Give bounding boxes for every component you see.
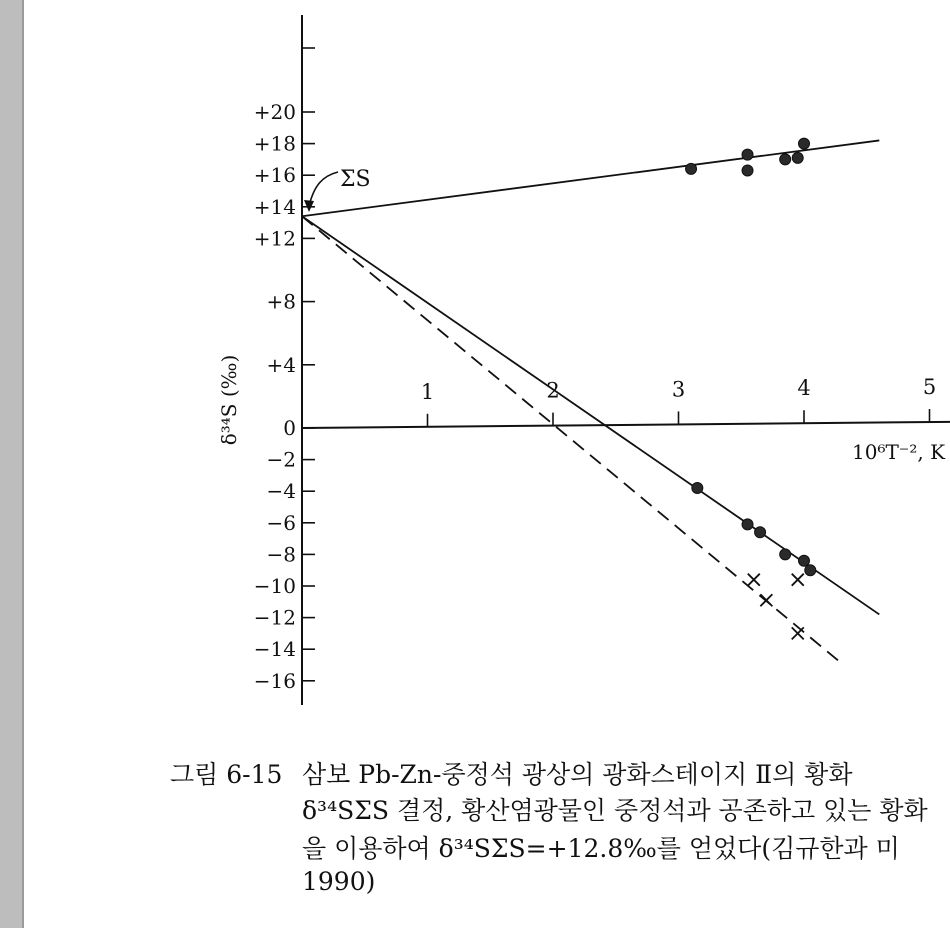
solid-line xyxy=(302,216,879,614)
filled-circle-point xyxy=(792,152,803,163)
x-tick-label: 5 xyxy=(922,375,937,400)
data-points xyxy=(686,138,816,639)
x-tick-label: 4 xyxy=(797,376,811,401)
y-tick-label: +4 xyxy=(266,352,296,377)
y-tick-label: +16 xyxy=(253,163,296,188)
filled-circle-point xyxy=(742,519,753,530)
filled-circle-point xyxy=(742,149,753,160)
filled-circle-point xyxy=(780,154,791,165)
y-tick-label: 0 xyxy=(283,416,296,440)
axis-labels xyxy=(217,100,946,693)
y-tick-label: −10 xyxy=(253,574,296,598)
solid-line xyxy=(302,140,879,216)
caption-line-3: 을 이용하여 δ³⁴SΣS=+12.8‰를 얻었다(김규한과 미 xyxy=(302,834,900,863)
y-tick-label: +8 xyxy=(266,289,296,314)
y-tick-label: +20 xyxy=(253,100,296,124)
cross-point xyxy=(792,627,804,639)
filled-circle-point xyxy=(799,555,810,566)
filled-circle-point xyxy=(805,565,816,576)
y-tick-label: −4 xyxy=(266,479,296,504)
figure-caption-label: 그림 6-15 xyxy=(170,760,283,789)
sum-s-arrow xyxy=(309,172,338,206)
filled-circle-point xyxy=(686,163,697,174)
caption-line-4: 1990) xyxy=(302,867,376,896)
x-tick-label: 2 xyxy=(546,378,560,403)
cross-point xyxy=(760,594,772,606)
y-tick-label: −12 xyxy=(253,605,296,630)
caption-line-2: δ³⁴SΣS 결정, 황산염광물인 중정석과 공존하고 있는 황화 xyxy=(302,796,928,825)
y-tick-label: −2 xyxy=(266,447,296,472)
y-tick-label: −6 xyxy=(266,510,296,535)
y-tick-label: +12 xyxy=(253,226,296,251)
cross-point xyxy=(792,574,804,586)
x-tick-label: 1 xyxy=(420,379,435,404)
filled-circle-point xyxy=(799,138,810,149)
caption-line-1: 삼보 Pb-Zn-중정석 광상의 광화스테이지 Ⅱ의 황화 xyxy=(302,760,853,789)
filled-circle-point xyxy=(780,549,791,560)
y-tick-label: −16 xyxy=(253,668,296,693)
filled-circle-point xyxy=(692,483,703,494)
y-tick-label: +18 xyxy=(253,131,296,156)
sum-s-label: ΣS xyxy=(340,167,371,192)
dashed-line xyxy=(302,216,842,663)
y-axis-title: δ³⁴S (‰) xyxy=(217,354,241,446)
y-tick-label: +14 xyxy=(253,194,296,219)
x-tick-label: 3 xyxy=(671,377,686,402)
cross-point xyxy=(748,574,760,586)
y-tick-label: −14 xyxy=(253,637,296,662)
axes xyxy=(302,15,950,705)
filled-circle-point xyxy=(742,165,753,176)
x-axis xyxy=(302,422,950,428)
x-axis-title: 10⁶T⁻², K xyxy=(852,440,946,464)
y-tick-label: −8 xyxy=(266,542,296,567)
filled-circle-point xyxy=(755,527,766,538)
